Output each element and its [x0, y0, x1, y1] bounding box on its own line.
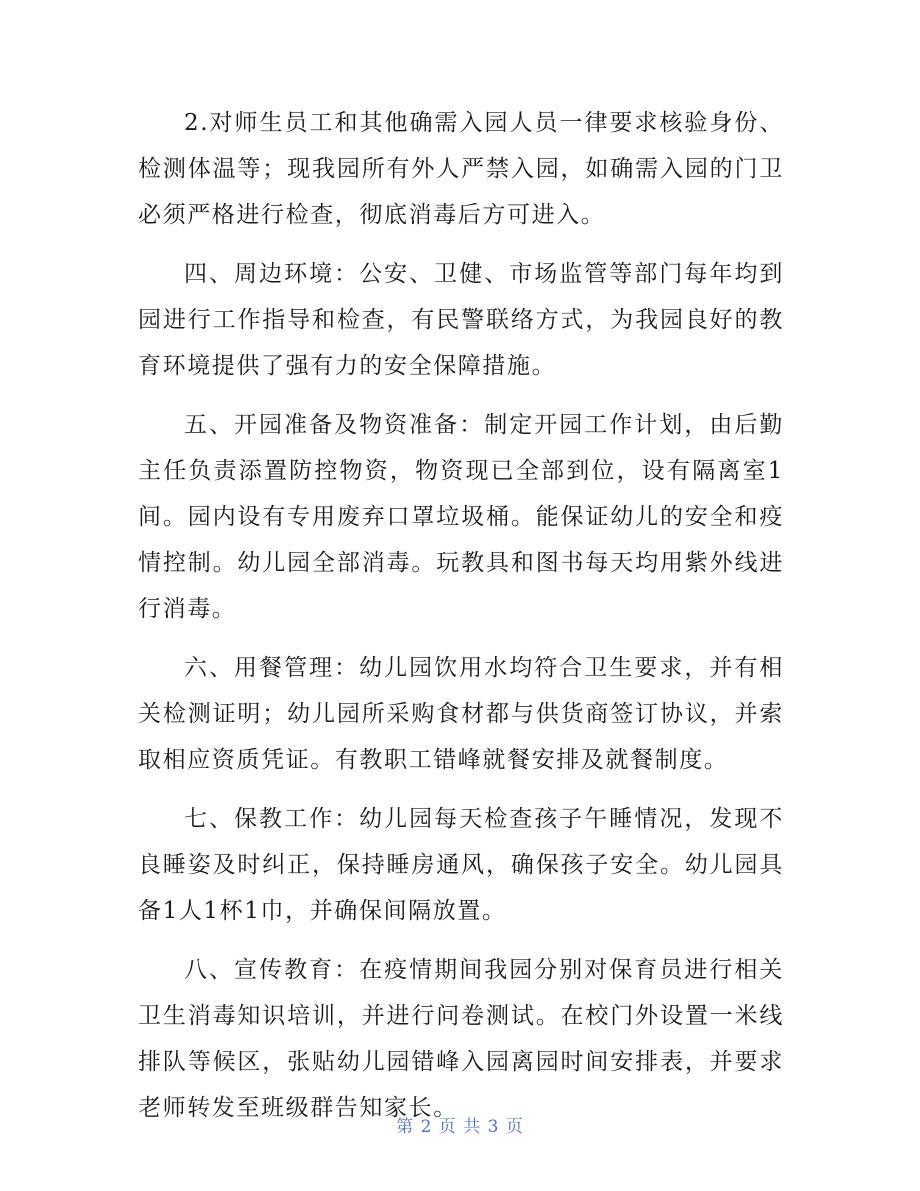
- paragraph-preparation: 五、开园准备及物资准备：制定开园工作计划，由后勤主任负责添置防控物资，物资现已全部到位，设有隔离室1间。园内设有专用废弃口罩垃圾桶。能保证幼儿的安全和疫情控制。幼儿园全部消毒。玩教具和图书每天均用紫外线进行消毒。: [138, 412, 784, 622]
- paragraph-publicity: 八、宣传教育：在疫情期间我园分别对保育员进行相关卫生消毒知识培训，并进行问卷测试。在校门外设置一米线排队等候区，张贴幼儿园错峰入园离园时间安排表，并要求老师转发至班级群告知家长。: [138, 957, 784, 1121]
- paragraph-care-work: 七、保教工作：幼儿园每天检查孩子午睡情况，发现不良睡姿及时纠正，保持睡房通风，确保孩子安全。幼儿园具备1人1杯1巾，并确保间隔放置。: [138, 806, 784, 924]
- paragraph-dining: 六、用餐管理：幼儿园饮用水均符合卫生要求，并有相关检测证明；幼儿园所采购食材都与供货商签订协议，并索取相应资质凭证。有教职工错峰就餐安排及就餐制度。: [138, 655, 784, 773]
- paragraph-surroundings: 四、周边环境：公安、卫健、市场监管等部门每年均到园进行工作指导和检查，有民警联络方式，为我园良好的教育环境提供了强有力的安全保障措施。: [138, 261, 784, 379]
- page-number-footer: 第 2 页 共 3 页: [396, 1117, 524, 1137]
- document-body: [138, 100, 784, 1144]
- paragraph-entry-check: 2.对师生员工和其他确需入园人员一律要求核验身份、检测体温等；现我园所有外人严禁入园，如确需入园的门卫必须严格进行检查，彻底消毒后方可进入。: [138, 110, 784, 228]
